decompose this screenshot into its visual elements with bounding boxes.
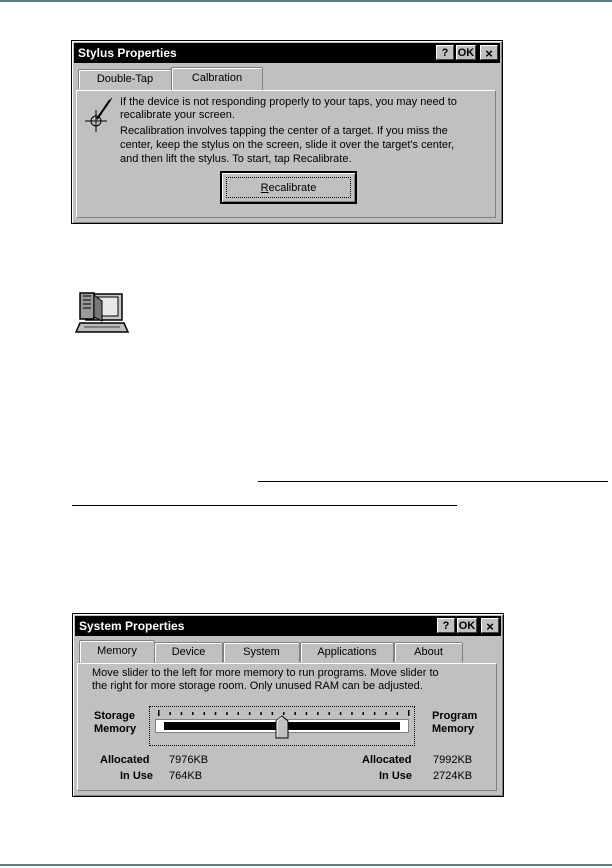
stylus-text-line-2: recalibrate your screen. <box>120 109 235 121</box>
slider-tick <box>204 712 206 715</box>
program-allocated-label: Allocated <box>362 754 412 766</box>
stylus-titlebar <box>74 43 500 63</box>
close-button[interactable]: × <box>480 45 498 60</box>
program-memory-label-2: Memory <box>432 723 475 735</box>
program-inuse-value: 2724KB <box>433 770 473 782</box>
help-button[interactable]: ? <box>436 45 454 60</box>
slider-tick <box>181 712 183 715</box>
underline-rule-2 <box>72 505 457 506</box>
stylus-text-line-3: Recalibration involves tapping the center of a target. If you miss the <box>120 125 448 137</box>
storage-inuse-value: 764KB <box>169 770 203 782</box>
memory-tab-panel <box>77 663 497 791</box>
storage-allocated-value: 7976KB <box>169 754 209 766</box>
slider-tick <box>351 712 353 715</box>
help-button[interactable]: ? <box>437 618 455 633</box>
recalibrate-accelerator: R <box>260 181 269 194</box>
tab-device[interactable]: Device <box>154 642 223 662</box>
slider-tick <box>158 710 160 716</box>
slider-tick <box>260 712 262 715</box>
stylus-text-line-1: If the device is not responding properly to your taps, you may need to <box>120 96 457 108</box>
tab-about[interactable]: About <box>394 642 463 662</box>
slider-tick <box>329 712 331 715</box>
memory-instructions-line-2: the right for more storage room. Only unused RAM can be adjusted. <box>92 680 423 692</box>
slider-tick <box>238 712 240 715</box>
underline-rule-1 <box>258 481 608 482</box>
tab-applications[interactable]: Applications <box>300 642 394 662</box>
stylus-properties-dialog <box>71 40 503 224</box>
slider-tick <box>272 712 274 715</box>
ok-button[interactable]: OK <box>458 620 476 632</box>
system-titlebar <box>75 616 501 636</box>
slider-tick <box>169 712 171 715</box>
storage-memory-label-1: Storage <box>94 710 135 722</box>
program-allocated-value: 7992KB <box>433 754 473 766</box>
close-button[interactable]: × <box>481 618 499 633</box>
system-tab-strip <box>77 640 499 664</box>
recalibrate-button[interactable] <box>220 171 357 204</box>
slider-tick <box>249 712 251 715</box>
slider-tick <box>226 712 228 715</box>
slider-tick <box>374 712 376 715</box>
ok-button[interactable]: OK <box>457 47 475 59</box>
slider-thumb[interactable] <box>275 715 289 739</box>
storage-memory-label-2: Memory <box>94 723 137 735</box>
tab-system[interactable]: System <box>223 642 300 662</box>
tab-memory[interactable]: Memory <box>79 640 155 663</box>
storage-allocated-label: Allocated <box>100 754 150 766</box>
crosshair-pen-icon <box>83 97 113 133</box>
storage-inuse-label: In Use <box>120 770 154 782</box>
slider-tick <box>317 712 319 715</box>
recalibrate-button-label <box>222 182 355 194</box>
slider-tick <box>363 712 365 715</box>
system-dialog-title: System Properties <box>79 619 185 633</box>
slider-tick <box>340 712 342 715</box>
slider-tick <box>215 712 217 715</box>
stylus-text-line-5: and then lift the stylus. To start, tap Recalibrate. <box>120 153 352 165</box>
tab-calibration[interactable]: Calbration <box>171 67 263 90</box>
stylus-dialog-title: Stylus Properties <box>78 46 177 60</box>
slider-tick <box>306 712 308 715</box>
program-memory-label-1: Program <box>432 710 478 722</box>
page-top-rule <box>0 0 612 2</box>
tab-double-tap[interactable]: Double-Tap <box>78 69 172 89</box>
memory-slider[interactable] <box>149 706 415 746</box>
system-properties-dialog <box>72 613 504 797</box>
program-inuse-label: In Use <box>379 770 413 782</box>
slider-tick <box>192 712 194 715</box>
slider-tick <box>294 712 296 715</box>
stylus-text-line-4: center, keep the stylus on the screen, slide it over the target's center, <box>120 139 455 151</box>
slider-tick <box>408 710 410 716</box>
stylus-tab-strip <box>76 67 498 91</box>
page-bottom-rule <box>0 864 612 866</box>
slider-tick <box>385 712 387 715</box>
book-computer-icon <box>74 291 130 335</box>
recalibrate-label-rest: ecalibrate <box>268 181 317 194</box>
memory-instructions-line-1: Move slider to the left for more memory to run programs. Move slider to <box>92 667 439 679</box>
stylus-tab-panel <box>76 90 496 218</box>
slider-tick <box>397 712 399 715</box>
